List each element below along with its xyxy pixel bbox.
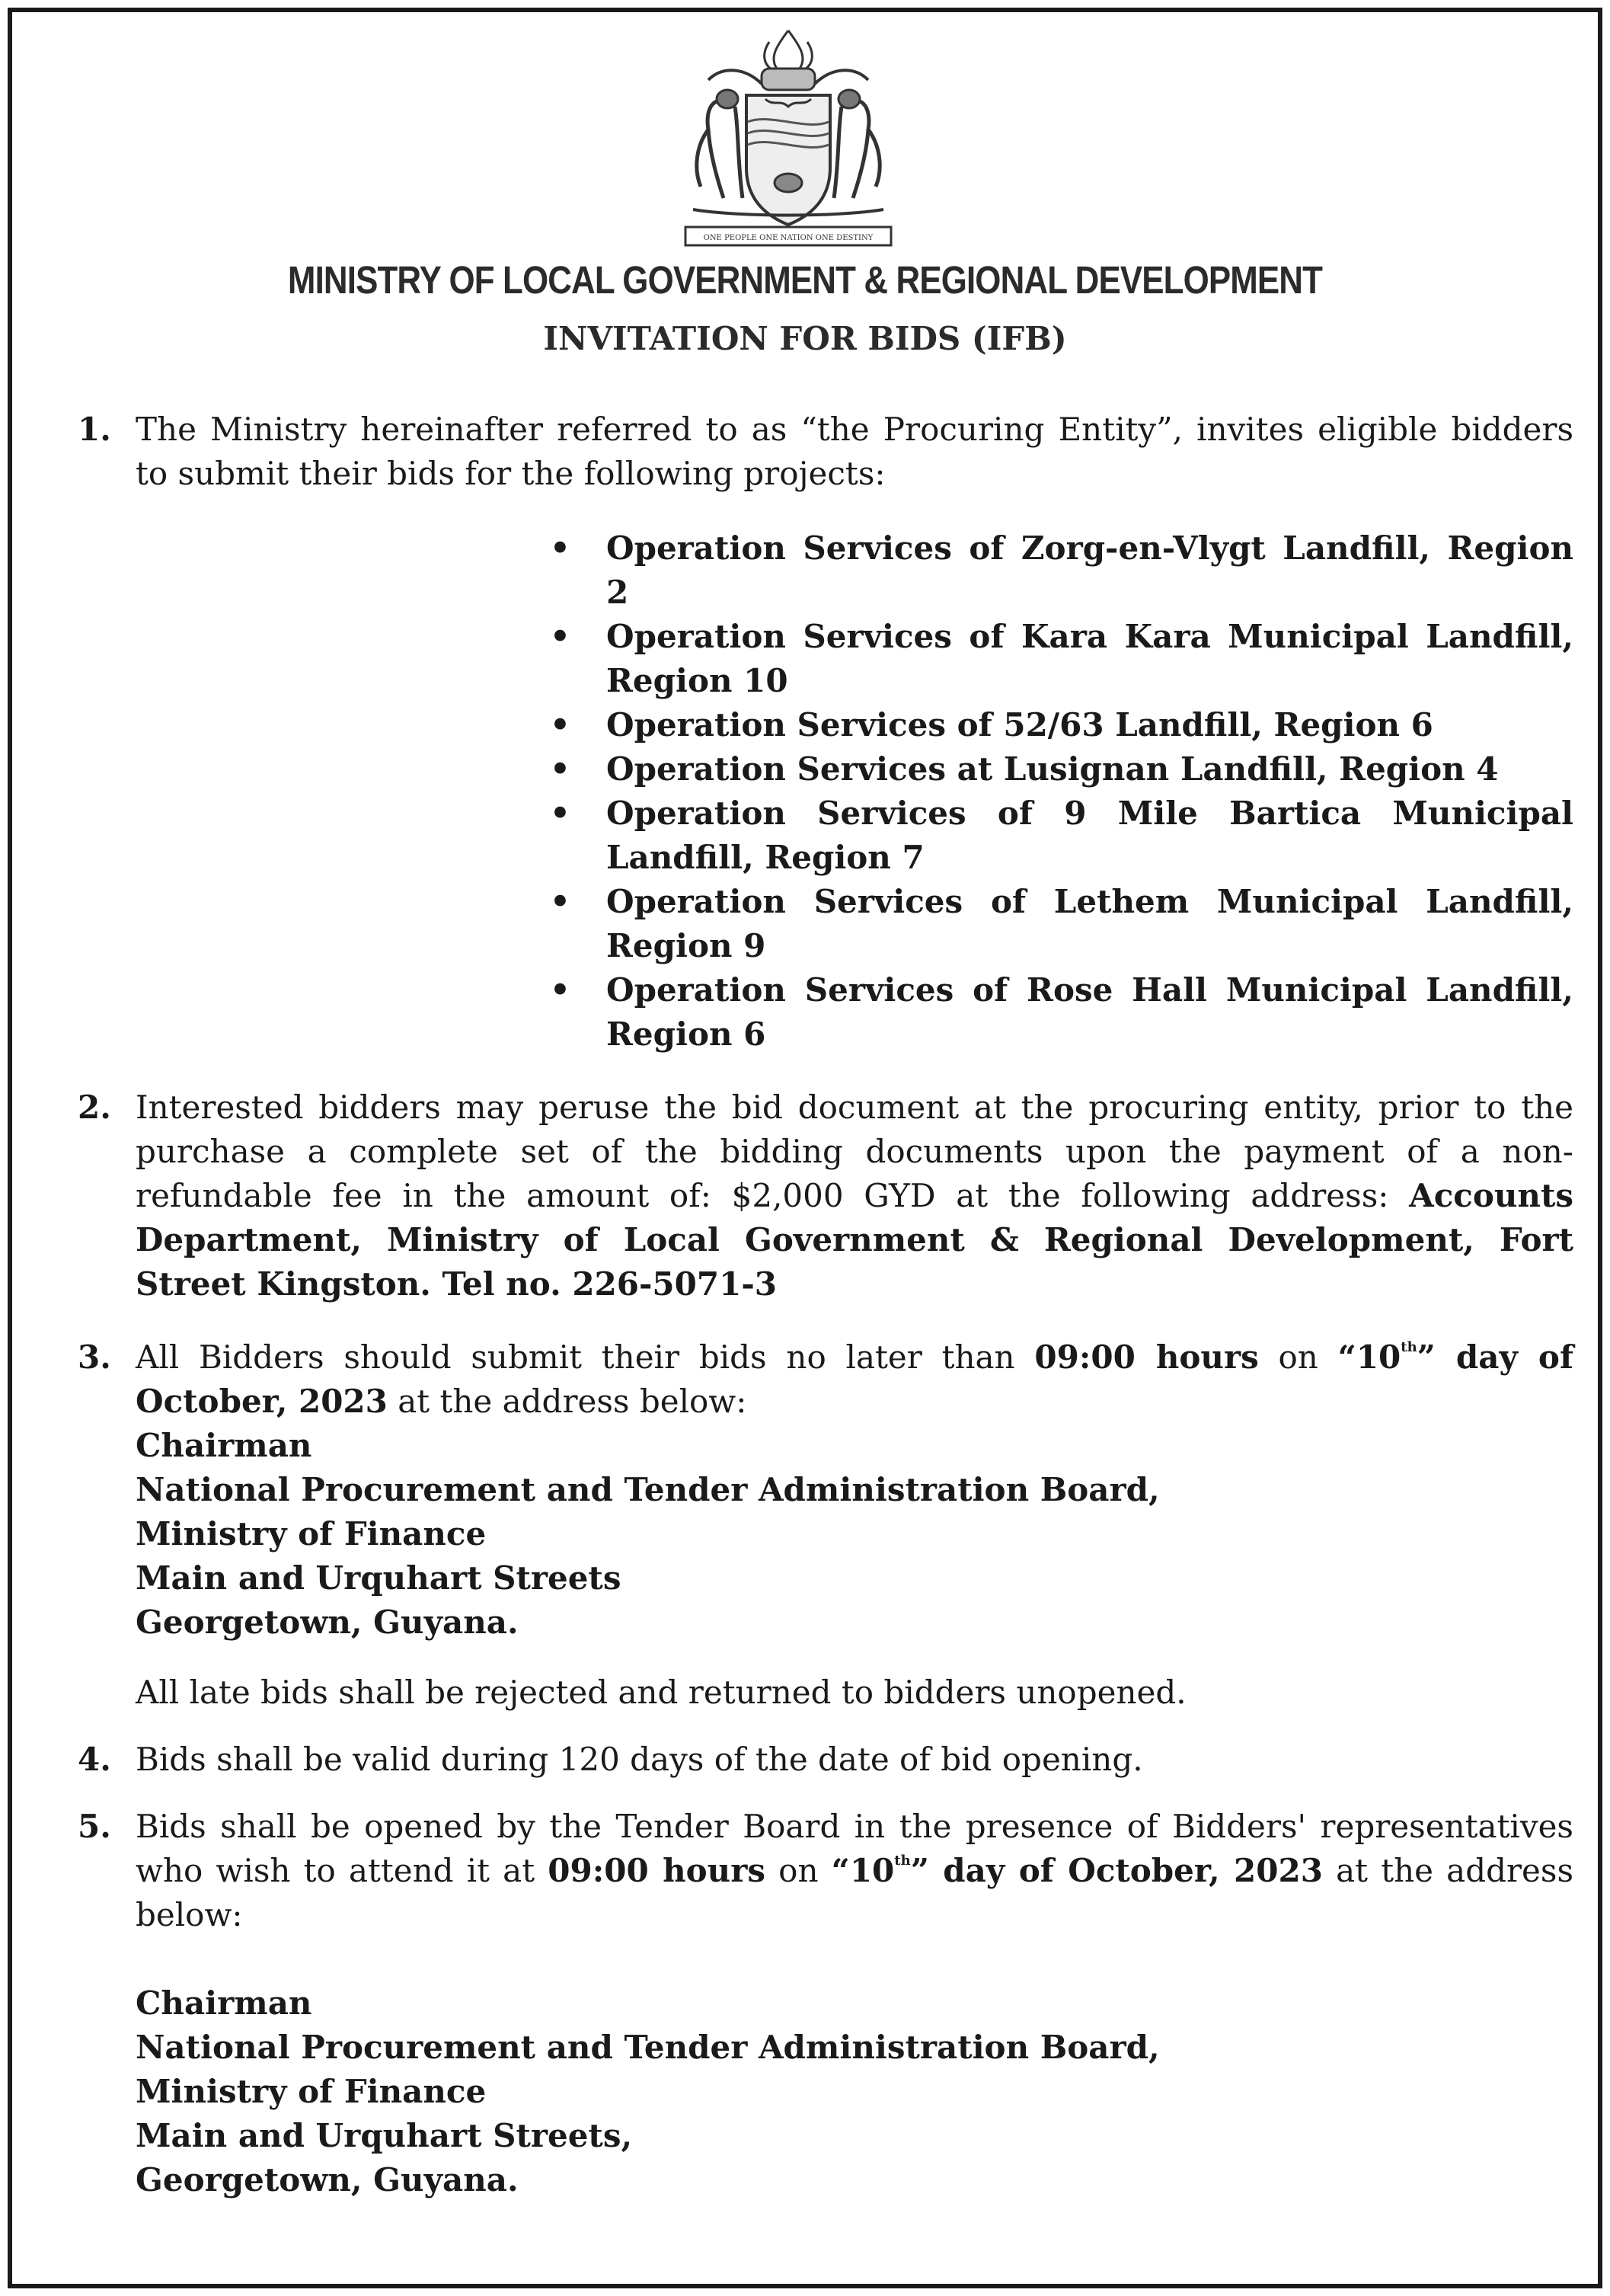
- section-number: 2.: [78, 1089, 111, 1126]
- address-line: Georgetown, Guyana.: [136, 2161, 519, 2198]
- project-item: • Operation Services of Kara Kara Municipal Landfill, Region 10: [545, 615, 1573, 703]
- document-body: [69, 408, 1573, 2202]
- motto-scroll-text: ONE PEOPLE ONE NATION ONE DESTINY: [703, 234, 874, 242]
- section-2: [69, 1086, 1573, 1306]
- section-1: [69, 408, 1573, 1057]
- accounts-address: Accounts Department, Ministry of Local Government & Regional Development, Fort Street Kingston. Tel no. 226-5071-3: [136, 1177, 1573, 1303]
- validity-text: Bids shall be valid during 120 days of the date of bid opening.: [136, 1741, 1143, 1778]
- submission-deadline-text: [136, 1335, 1573, 1424]
- opening-day: “10: [831, 1852, 895, 1889]
- project-item: • Operation Services of 52/63 Landfill, Region 6: [545, 703, 1573, 747]
- section-number: 5.: [78, 1808, 111, 1845]
- opening-address: [136, 1981, 1573, 2202]
- document-title: INVITATION FOR BIDS (IFB): [543, 320, 1067, 357]
- project-item: • Operation Services of Zorg-en-Vlygt Landfill, Region 2: [545, 526, 1573, 615]
- deadline-month-year: ” day of October, 2023: [136, 1338, 1574, 1420]
- address-line: National Procurement and Tender Administration Board,: [136, 1471, 1160, 1508]
- deadline-day-suffix: th: [1401, 1339, 1417, 1355]
- address-line: Main and Urquhart Streets: [136, 1559, 621, 1597]
- ministry-heading: MINISTRY OF LOCAL GOVERNMENT & REGIONAL DEVELOPMENT: [287, 258, 1323, 302]
- address-line: Main and Urquhart Streets,: [136, 2117, 633, 2154]
- opening-on-text: on: [765, 1852, 832, 1889]
- deadline-time: 09:00 hours: [1034, 1338, 1259, 1376]
- address-line: Chairman: [136, 1984, 312, 2022]
- address-line: Ministry of Finance: [136, 1515, 487, 1553]
- submission-address: [136, 1424, 1573, 1645]
- address-line: Ministry of Finance: [136, 2073, 487, 2110]
- section-2-text: [136, 1086, 1573, 1306]
- section-4: [69, 1738, 1573, 1782]
- late-bids-note: All late bids shall be rejected and returned to bidders unopened.: [136, 1674, 1187, 1711]
- opening-month-year: ” day of October, 2023: [910, 1852, 1323, 1889]
- section-number: 4.: [78, 1741, 111, 1778]
- deadline-lead-text: All Bidders should submit their bids no later than: [136, 1338, 1035, 1376]
- opening-lead-text: Bids shall be opened by the Tender Board in the presence of Bidders' representatives who wish to attend it at: [136, 1808, 1573, 1889]
- section-number: 3.: [78, 1338, 111, 1376]
- project-item: • Operation Services of 9 Mile Bartica Municipal Landfill, Region 7: [545, 791, 1573, 880]
- section-1-text: The Ministry hereinafter referred to as “the Procuring Entity”, invites eligible bidders to submit their bids for the following projects:: [136, 411, 1573, 492]
- address-line: Chairman: [136, 1427, 312, 1464]
- project-item: • Operation Services of Lethem Municipal Landfill, Region 9: [545, 880, 1573, 968]
- project-list: [136, 526, 1573, 1057]
- section-number: 1.: [78, 411, 111, 448]
- address-line: National Procurement and Tender Administration Board,: [136, 2029, 1160, 2066]
- opening-date: [832, 1852, 1323, 1889]
- section-3: [69, 1335, 1573, 1715]
- project-item: • Operation Services at Lusignan Landfill, Region 4: [545, 747, 1573, 791]
- coat-of-arms-emblem: [663, 23, 914, 251]
- address-line: Georgetown, Guyana.: [136, 1604, 519, 1641]
- opening-tail-text: at the address below:: [136, 1852, 1573, 1933]
- deadline-day: “10: [1337, 1338, 1401, 1376]
- deadline-on-text: on: [1258, 1338, 1338, 1376]
- deadline-tail-text: at the address below:: [387, 1383, 747, 1420]
- opening-day-suffix: th: [894, 1853, 911, 1869]
- opening-time: 09:00 hours: [548, 1852, 765, 1889]
- section-5: [69, 1805, 1573, 2202]
- bid-opening-text: [136, 1805, 1573, 1937]
- project-item: • Operation Services of Rose Hall Municipal Landfill, Region 6: [545, 968, 1573, 1057]
- fee-text: Interested bidders may peruse the bid document at the procuring entity, prior to the purchase a complete set of the bidding documents upon the payment of a non-refundable fee in the amount of: $2,000 GYD at the following address:: [136, 1089, 1573, 1214]
